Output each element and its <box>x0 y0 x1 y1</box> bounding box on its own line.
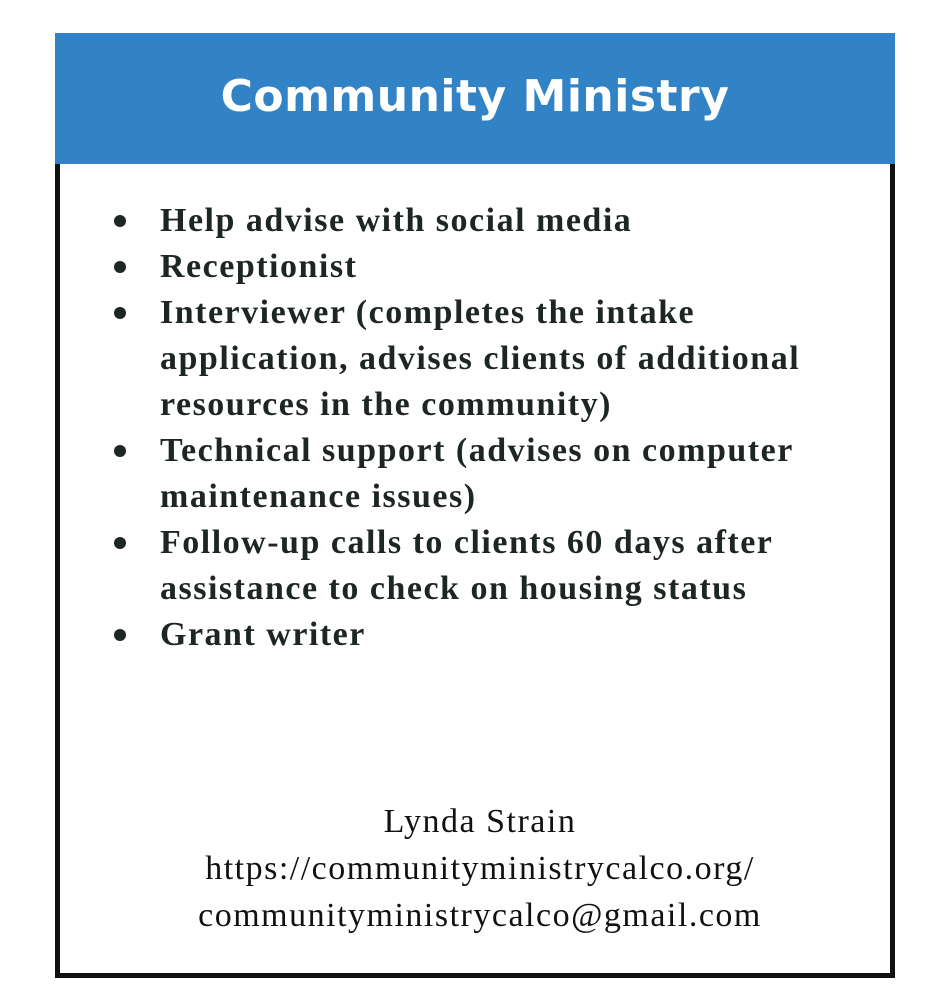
duties-list <box>105 198 825 658</box>
email-link[interactable]: communityministrycalco@gmail.com <box>198 897 762 934</box>
duty-text: Help advise with social media <box>160 202 633 239</box>
community-ministry-card <box>55 33 895 978</box>
duty-text: Interviewer (completes the intake application, advises clients of additional resources in the community) <box>160 294 801 423</box>
duty-text: Receptionist <box>160 248 358 285</box>
website-link[interactable]: https://communityministrycalco.org/ <box>205 850 755 887</box>
card-body <box>55 164 895 978</box>
duty-list-item <box>105 244 825 290</box>
duty-text: Follow-up calls to clients 60 days after assistance to check on housing status <box>160 524 773 607</box>
bullet-icon <box>114 445 126 457</box>
duty-text: Grant writer <box>160 616 366 653</box>
bullet-icon <box>114 629 126 641</box>
bullet-icon <box>114 307 126 319</box>
bullet-icon <box>114 537 126 549</box>
duty-text: Technical support (advises on computer maintenance issues) <box>160 432 794 515</box>
bullet-icon <box>114 261 126 273</box>
duty-list-item <box>105 290 825 428</box>
duty-list-item <box>105 612 825 658</box>
duty-list-item <box>105 520 825 612</box>
contact-name: Lynda Strain <box>383 803 577 840</box>
card-title: Community Ministry <box>220 71 730 122</box>
duty-list-item <box>105 198 825 244</box>
contact-info <box>60 798 900 939</box>
card-header <box>55 33 895 164</box>
duty-list-item <box>105 428 825 520</box>
bullet-icon <box>114 215 126 227</box>
